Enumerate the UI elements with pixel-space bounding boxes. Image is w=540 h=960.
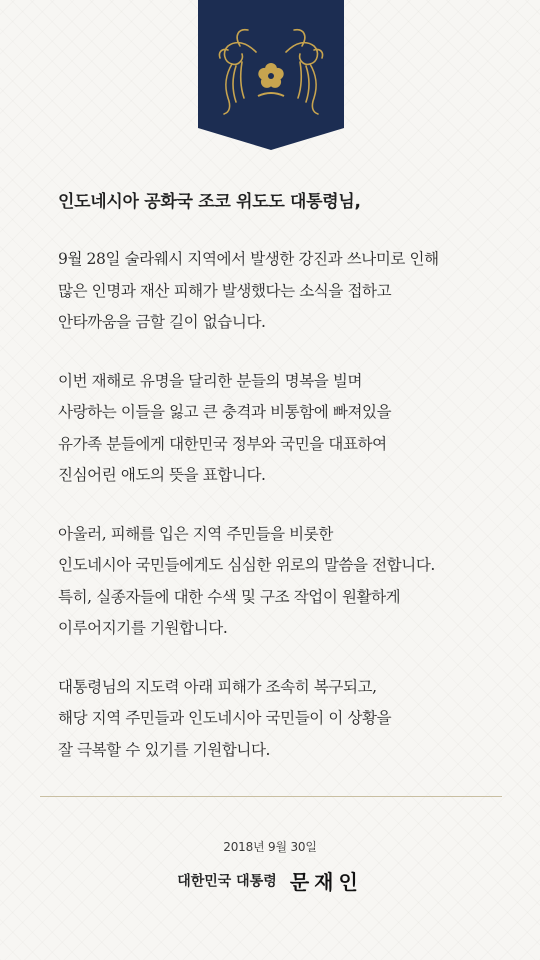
phoenix-emblem-icon <box>198 0 344 150</box>
letter-line: 특히, 실종자들에 대한 수색 및 구조 작업이 원활하게 <box>58 587 401 606</box>
letter-line: 진심어린 애도의 뜻을 표합니다. <box>58 466 266 484</box>
letter-line: 이번 재해로 유명을 달리한 분들의 명복을 빌며 <box>58 371 363 390</box>
signature-block <box>0 866 540 895</box>
letter-line: 이루어지기를 기원합니다. <box>58 619 228 637</box>
letter-line: 아울러, 피해를 입은 지역 주민들을 비롯한 <box>58 524 333 543</box>
presidential-emblem-banner <box>198 0 344 150</box>
divider <box>40 796 502 797</box>
paragraph <box>58 672 518 767</box>
letter-line: 대통령님의 지도력 아래 피해가 조속히 복구되고, <box>58 677 377 696</box>
letter-line: 인도네시아 국민들에게도 심심한 위로의 말씀을 전합니다. <box>58 556 435 574</box>
letter-line: 많은 인명과 재산 피해가 발생했다는 소식을 접하고 <box>58 281 392 300</box>
letter-line: 잘 극복할 수 있기를 기원합니다. <box>58 740 271 759</box>
signer-name: 문재인 <box>289 870 363 894</box>
condolence-letter <box>58 188 518 793</box>
letter-date: 2018년 9월 30일 <box>223 840 317 854</box>
letter-line: 해당 지역 주민들과 인도네시아 국민들이 이 상황을 <box>58 709 392 727</box>
paragraph <box>58 519 518 645</box>
letter-line: 유가족 분들에게 대한민국 정부와 국민을 대표하여 <box>58 434 387 453</box>
letter-line: 안타까움을 금할 길이 없습니다. <box>58 313 266 331</box>
letter-line: 사랑하는 이들을 잃고 큰 충격과 비통함에 빠져있을 <box>58 403 392 421</box>
letter-line: 9월 28일 술라웨시 지역에서 발생한 강진과 쓰나미로 인해 <box>58 250 439 268</box>
paragraph <box>58 366 518 492</box>
signer-title: 대한민국 대통령 <box>177 873 277 890</box>
salutation: 인도네시아 공화국 조코 위도도 대통령님, <box>58 192 361 212</box>
paragraph <box>58 244 518 339</box>
